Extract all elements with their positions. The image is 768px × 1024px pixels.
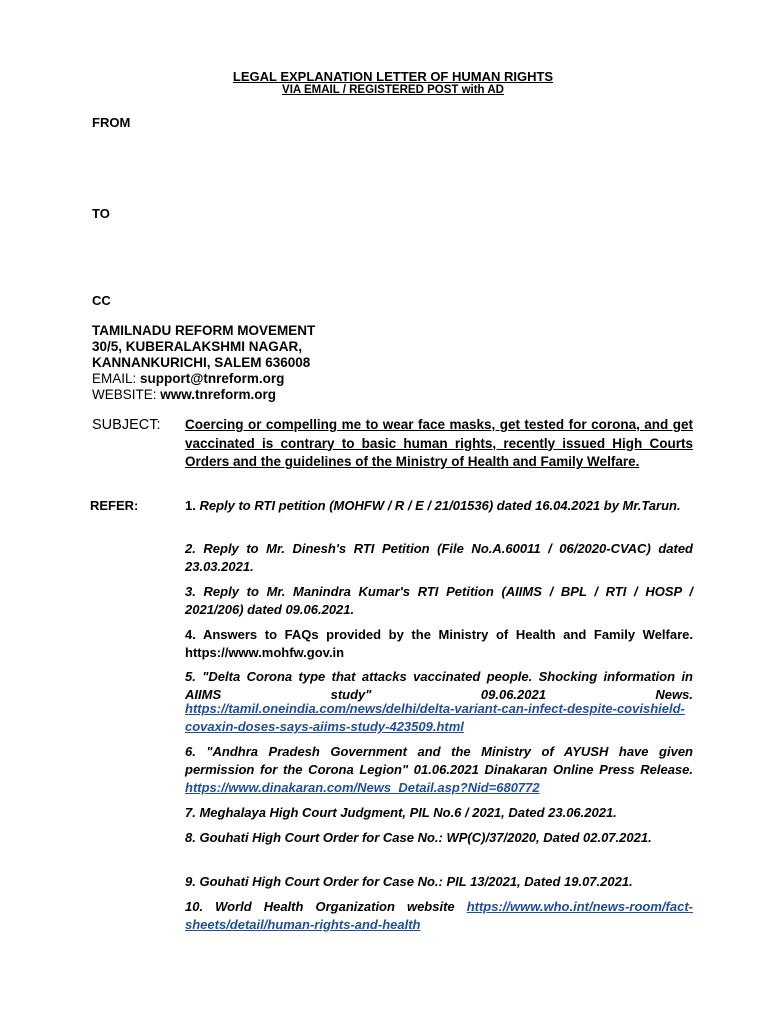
reference-number: 6. (185, 744, 196, 759)
reference-text: Gouhati High Court Order for Case No.: PIL 13/2021, Dated 19.07.2021. (195, 874, 633, 889)
cc-address-block (92, 323, 315, 403)
subject-text: Coercing or compelling me to wear face masks, get tested for corona, and get vaccinated is contrary to basic human rights, recently issued High Courts Orders and the guidelines of the Ministry of Health and Family Welfare. (185, 417, 693, 469)
reference-item-8 (185, 829, 693, 847)
reference-number: 8. (185, 830, 196, 845)
cc-address-line-2: KANNANKURICHI, SALEM 636008 (92, 355, 311, 370)
reference-number: 4. (185, 627, 196, 642)
reference-number: 9. (185, 874, 196, 889)
reference-number: 10. (185, 899, 204, 914)
reference-item-6 (185, 743, 693, 797)
reference-item-2 (185, 540, 693, 576)
reference-number: 7. (185, 805, 196, 820)
cc-label: CC (92, 293, 111, 308)
reference-item-4 (185, 626, 693, 662)
cc-address-line-1: 30/5, KUBERALAKSHMI NAGAR, (92, 339, 303, 354)
refer-label: REFER: (90, 498, 139, 513)
website-label: WEBSITE: (92, 387, 157, 402)
reference-item-9 (185, 873, 693, 891)
reference-text: Answers to FAQs provided by the Ministry of Health and Family Welfare. https://www.mohfw.gov.in (185, 627, 693, 660)
reference-text: "Delta Corona type that attacks vaccinated people. Shocking information in AIIMS study" 09.06.2021 News. (185, 669, 693, 702)
to-label: TO (92, 206, 110, 221)
reference-number: 2. (185, 541, 196, 556)
website-value[interactable]: www.tnreform.org (156, 387, 277, 402)
reference-text: Gouhati High Court Order for Case No.: WP(C)/37/2020, Dated 02.07.2021. (195, 830, 652, 845)
reference-link-oneindia[interactable]: https://tamil.oneindia.com/news/delhi/delta-variant-can-infect-despite-covishield-covaxin-doses-says-aiims-study-423509.html (185, 701, 685, 734)
cc-website-line (92, 387, 315, 403)
email-label: EMAIL: (92, 371, 137, 386)
reference-item-1 (185, 497, 693, 515)
reference-text: Meghalaya High Court Judgment, PIL No.6 / 2021, Dated 23.06.2021. (195, 805, 617, 820)
reference-text: Reply to Mr. Manindra Kumar's RTI Petition (AIIMS / BPL / RTI / HOSP / 2021/206) dated 09.06.2021. (185, 584, 693, 617)
reference-text: Reply to RTI petition (MOHFW / R / E / 21/01536) dated 16.04.2021 by Mr.Tarun. (195, 498, 681, 513)
subject-label: SUBJECT: (92, 417, 161, 433)
letter-subtitle: VIA EMAIL / REGISTERED POST with AD (282, 84, 504, 96)
reference-number: 1. (185, 498, 196, 513)
reference-item-10 (185, 898, 693, 934)
reference-text: World Health Organization website (203, 899, 455, 914)
reference-item-7 (185, 804, 693, 822)
reference-item-3 (185, 583, 693, 619)
cc-org-name: TAMILNADU REFORM MOVEMENT (92, 323, 316, 338)
from-label: FROM (92, 115, 131, 130)
reference-number: 5. (185, 669, 196, 684)
reference-text: "Andhra Pradesh Government and the Ministry of AYUSH have given permission for the Corona Legion" 01.06.2021 Dinakaran Online Press Release. (185, 744, 693, 777)
reference-item-5-text (185, 668, 693, 704)
reference-item-5-link-wrap (185, 700, 693, 736)
reference-text: Reply to Mr. Dinesh's RTI Petition (File No.A.60011 / 06/2020-CVAC) dated 23.03.2021. (185, 541, 693, 574)
reference-link-who[interactable]: https://www.who.int/news-room/fact-sheets/detail/human-rights-and-health (185, 899, 693, 932)
email-value[interactable]: support@tnreform.org (136, 371, 285, 386)
reference-link-dinakaran[interactable]: https://www.dinakaran.com/News_Detail.asp?Nid=680772 (185, 780, 540, 795)
cc-email-line (92, 371, 315, 387)
reference-number: 3. (185, 584, 196, 599)
letter-title: LEGAL EXPLANATION LETTER OF HUMAN RIGHTS (232, 69, 554, 84)
